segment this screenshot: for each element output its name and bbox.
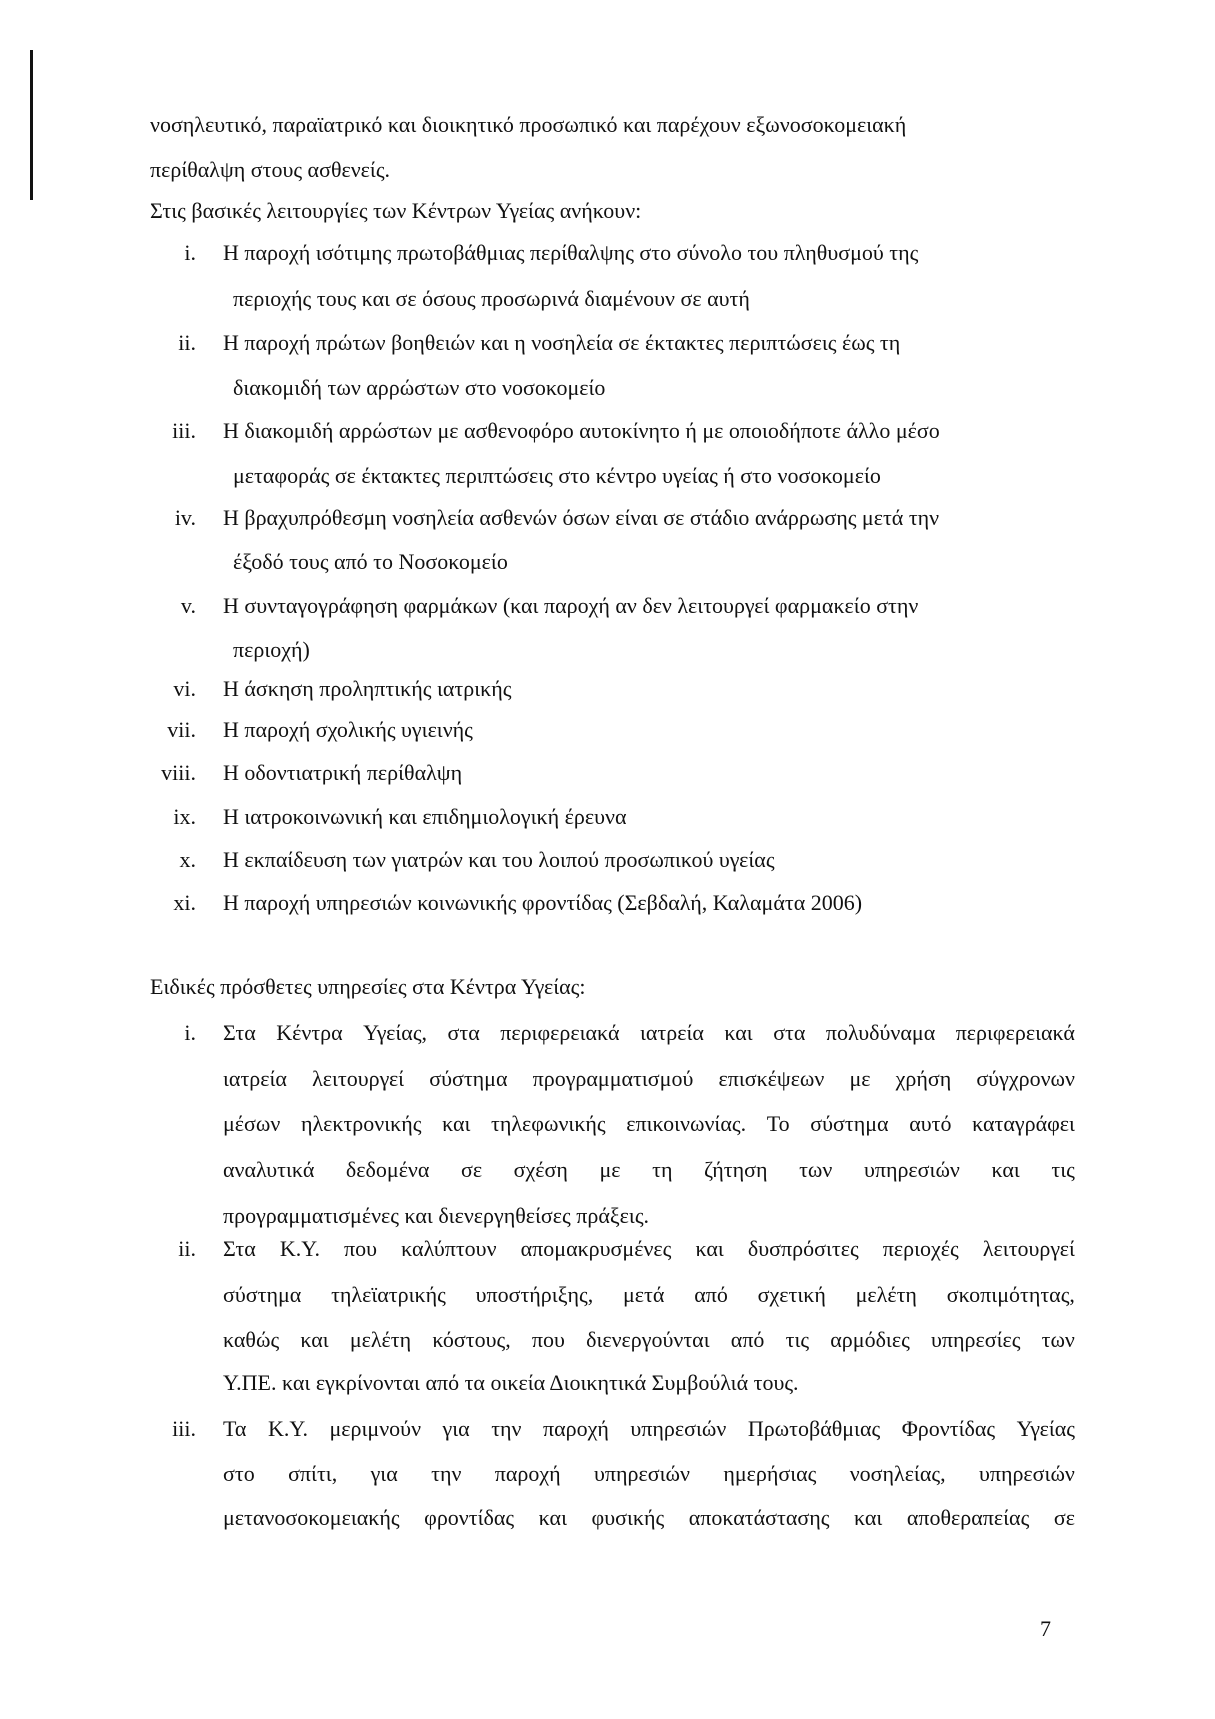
list-item-text: Η άσκηση προληπτικής ιατρικής	[223, 676, 512, 701]
list-item-number: v.	[180, 593, 196, 618]
word: Υγείας,	[363, 1020, 428, 1045]
word: καθώς	[223, 1327, 280, 1352]
word: απομακρυσμένες	[520, 1236, 672, 1261]
list-item-number: iv.	[174, 505, 196, 530]
word: μελέτη	[855, 1282, 917, 1307]
word: από	[730, 1327, 765, 1352]
word: και	[442, 1111, 471, 1136]
list-item-text: διακομιδή των αρρώστων στο νοσοκομείο	[233, 375, 606, 400]
word: Στα	[223, 1020, 256, 1045]
list-item-text: προγραμματισμένες και διενεργηθείσες πράξεις.	[223, 1203, 650, 1228]
word: Στα	[223, 1236, 256, 1261]
word: χρήση	[895, 1066, 952, 1091]
word: καλύπτουν	[401, 1236, 497, 1261]
word: νοσηλείας,	[849, 1461, 946, 1486]
word: Υγείας	[1016, 1416, 1075, 1441]
list-item-number: ii.	[178, 330, 196, 355]
list-item-text: Η οδοντιατρική περίθαλψη	[223, 760, 463, 785]
word: αρμόδιες	[830, 1327, 910, 1352]
word: στα	[447, 1020, 480, 1045]
word: ημερήσιας	[723, 1461, 817, 1486]
list-item-text	[223, 1505, 1075, 1531]
intro-line-1: νοσηλευτικό, παραϊατρικό και διοικητικό προσωπικό και παρέχουν εξωνοσοκομειακή	[150, 112, 907, 137]
word: από	[694, 1282, 728, 1307]
list-item-number: vii.	[167, 717, 196, 742]
list-item-number: viii.	[161, 760, 196, 785]
word: που	[531, 1327, 565, 1352]
word: και	[854, 1505, 883, 1530]
word: μελέτη	[349, 1327, 412, 1352]
word: Κέντρα	[276, 1020, 343, 1045]
word: και	[724, 1020, 753, 1045]
word: ιατρεία	[639, 1020, 704, 1045]
word: σχέση	[513, 1157, 568, 1182]
list-item-text	[223, 1066, 1075, 1092]
word: των	[1041, 1327, 1075, 1352]
word: που	[344, 1236, 378, 1261]
word: ζήτηση	[704, 1157, 768, 1182]
word: Φροντίδας	[901, 1416, 996, 1441]
intro-line-2: περίθαλψη στους ασθενείς.	[150, 157, 391, 182]
list-item-text: Υ.ΠΕ. και εγκρίνονται από τα οικεία Διοικητικά Συμβούλιά τους.	[223, 1370, 799, 1395]
word: αποθεραπείας	[906, 1505, 1030, 1530]
word: υπηρεσίες	[930, 1327, 1021, 1352]
list-item-text: περιοχής τους και σε όσους προσωρινά διαμένουν σε αυτή	[233, 286, 750, 311]
list-item-number: iii.	[172, 1416, 196, 1441]
list-item-number: x.	[179, 847, 196, 872]
word: μετά	[623, 1282, 665, 1307]
list-item-number: ix.	[173, 804, 196, 829]
word: τηλεϊατρικής	[331, 1282, 446, 1307]
word: σύστημα	[223, 1282, 302, 1307]
list-item-text	[223, 1327, 1075, 1353]
word: λειτουργεί	[982, 1236, 1075, 1261]
word: υπηρεσιών	[594, 1461, 690, 1486]
word: Τα	[223, 1416, 247, 1441]
word: φυσικής	[591, 1505, 665, 1530]
word: σε	[460, 1157, 483, 1182]
word: τηλεφωνικής	[491, 1111, 606, 1136]
list-item-text: Η παροχή υπηρεσιών κοινωνικής φροντίδας (Σεβδαλή, Καλαμάτα 2006)	[223, 890, 863, 915]
word: λειτουργεί	[312, 1066, 405, 1091]
list-item-number: iii.	[172, 418, 196, 443]
word: αποκατάστασης	[688, 1505, 830, 1530]
word: ιατρεία	[223, 1066, 287, 1091]
word: και	[991, 1157, 1020, 1182]
list-item-text	[223, 1282, 1075, 1308]
word: Πρωτοβάθμιας	[747, 1416, 881, 1441]
word: φροντίδας	[424, 1505, 515, 1530]
word: την	[491, 1416, 522, 1441]
word: υπηρεσιών	[863, 1157, 960, 1182]
word: σπίτι,	[288, 1461, 338, 1486]
word: μέσων	[223, 1111, 281, 1136]
list-item-text: μεταφοράς σε έκτακτες περιπτώσεις στο κέντρο υγείας ή στο νοσοκομείο	[233, 463, 881, 488]
word: την	[431, 1461, 462, 1486]
word: αναλυτικά	[223, 1157, 315, 1182]
word: προγραμματισμού	[532, 1066, 694, 1091]
word: για	[442, 1416, 470, 1441]
word: Κ.Υ.	[279, 1236, 320, 1261]
word: τις	[1051, 1157, 1075, 1182]
word: με	[849, 1066, 871, 1091]
list-item-text: Η παροχή ισότιμης πρωτοβάθμιας περίθαλψης στο σύνολο του πληθυσμού της	[223, 240, 919, 265]
word: σύστημα	[429, 1066, 508, 1091]
list-item-text	[223, 1111, 1075, 1137]
word: και	[695, 1236, 724, 1261]
list-item-text: Η συνταγογράφηση φαρμάκων (και παροχή αν δεν λειτουργεί φαρμακείο στην	[223, 593, 919, 618]
list-item-number: i.	[184, 240, 196, 265]
list-item-number: vi.	[173, 676, 196, 701]
word: τις	[785, 1327, 810, 1352]
word: Κ.Υ.	[267, 1416, 308, 1441]
word: σύστημα	[810, 1111, 889, 1136]
list-item-text	[223, 1020, 1075, 1046]
word: των	[799, 1157, 833, 1182]
list-item-text	[223, 1236, 1075, 1262]
word: πολυδύναμα	[825, 1020, 936, 1045]
word: για	[370, 1461, 398, 1486]
list-item-number: i.	[184, 1020, 196, 1045]
word: καταγράφει	[972, 1111, 1075, 1136]
word: τη	[652, 1157, 673, 1182]
list-item-text	[223, 1461, 1075, 1487]
list-item-number: xi.	[173, 890, 196, 915]
margin-rule	[30, 50, 33, 200]
word: μετανοσοκομειακής	[223, 1505, 400, 1530]
word: σύγχρονων	[976, 1066, 1075, 1091]
list-item-text	[223, 1157, 1075, 1183]
word: περιφερειακά	[500, 1020, 620, 1045]
word: με	[599, 1157, 621, 1182]
word: και	[300, 1327, 329, 1352]
word: επισκέψεων	[718, 1066, 825, 1091]
page-number: 7	[1040, 1616, 1051, 1641]
word: διενεργούνται	[586, 1327, 710, 1352]
word: σε	[1053, 1505, 1075, 1530]
word: περιφερειακά	[955, 1020, 1075, 1045]
word: περιοχές	[882, 1236, 959, 1261]
word: υπηρεσιών	[978, 1461, 1075, 1486]
word: ηλεκτρονικής	[300, 1111, 422, 1136]
word: δυσπρόσιτες	[747, 1236, 859, 1261]
word: υπηρεσιών	[630, 1416, 727, 1441]
word: σκοπιμότητας,	[946, 1282, 1075, 1307]
word: παροχή	[494, 1461, 561, 1486]
functions-heading: Στις βασικές λειτουργίες των Κέντρων Υγείας ανήκουν:	[150, 198, 642, 223]
word: στα	[773, 1020, 806, 1045]
list-item-text: Η ιατροκοινωνική και επιδημιολογική έρευνα	[223, 804, 627, 829]
list-item-text: Η βραχυπρόθεσμη νοσηλεία ασθενών όσων είναι σε στάδιο ανάρρωσης μετά την	[223, 505, 940, 530]
word: μεριμνούν	[329, 1416, 422, 1441]
list-item-text: Η εκπαίδευση των γιατρών και του λοιπού προσωπικού υγείας	[223, 847, 775, 872]
special-heading: Ειδικές πρόσθετες υπηρεσίες στα Κέντρα Υγείας:	[150, 974, 586, 999]
list-item-number: ii.	[178, 1236, 196, 1261]
word: στο	[223, 1461, 255, 1486]
word: υποστήριξης,	[475, 1282, 594, 1307]
word: κόστους,	[432, 1327, 511, 1352]
list-item-text: Η παροχή σχολικής υγιεινής	[223, 717, 473, 742]
word: Το	[766, 1111, 790, 1136]
list-item-text: Η παροχή πρώτων βοηθειών και η νοσηλεία σε έκτακτες περιπτώσεις έως τη	[223, 330, 901, 355]
list-item-text: περιοχή)	[233, 637, 310, 662]
word: και	[538, 1505, 567, 1530]
list-item-text: Η διακομιδή αρρώστων με ασθενοφόρο αυτοκίνητο ή με οποιοδήποτε άλλο μέσο	[223, 418, 940, 443]
word: επικοινωνίας.	[626, 1111, 747, 1136]
word: παροχή	[542, 1416, 609, 1441]
word: σχετική	[757, 1282, 826, 1307]
word: δεδομένα	[345, 1157, 430, 1182]
list-item-text: έξοδό τους από το Νοσοκομείο	[233, 549, 508, 574]
word: αυτό	[909, 1111, 952, 1136]
list-item-text	[223, 1416, 1075, 1442]
